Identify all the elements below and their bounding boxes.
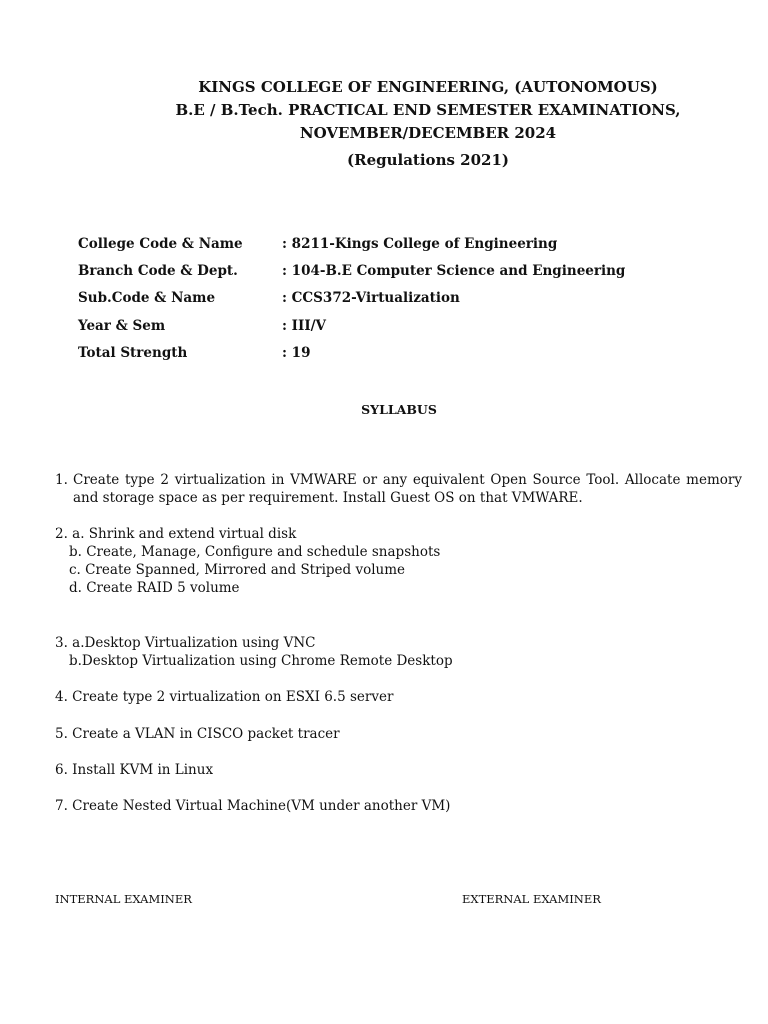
syllabus-heading: SYLLABUS [361, 402, 437, 417]
experiment-item-2 [55, 525, 742, 598]
detail-row-college [78, 234, 625, 261]
detail-label: Total Strength [78, 344, 188, 361]
external-examiner-label: EXTERNAL EXAMINER [462, 892, 601, 906]
detail-value: : 104-B.E Computer Science and Engineering [282, 263, 626, 280]
experiment-number: 1. [55, 472, 68, 488]
detail-value: : 8211-Kings College of Engineering [282, 236, 558, 252]
experiment-subitem: b.Desktop Virtualization using Chrome Remote Desktop [69, 653, 453, 670]
experiment-subitem: c. Create Spanned, Mirrored and Striped volume [69, 562, 406, 579]
detail-label: College Code & Name [78, 236, 243, 252]
detail-value: : III/V [282, 317, 327, 334]
internal-examiner-label: INTERNAL EXAMINER [55, 892, 192, 906]
detail-label: Year & Sem [78, 317, 166, 334]
detail-row-subject [78, 288, 625, 315]
document-header [0, 76, 768, 172]
experiment-item-1 [55, 471, 742, 508]
experiment-subitem: d. Create RAID 5 volume [69, 580, 240, 597]
experiment-subitem: b. Create, Manage, Configure and schedule snapshots [69, 543, 441, 560]
exam-title: B.E / B.Tech. PRACTICAL END SEMESTER EXAMINATIONS, [175, 101, 681, 119]
experiment-item-4: 4. Create type 2 virtualization on ESXI 6.5 server [55, 689, 394, 706]
experiment-subitem: 3. a.Desktop Virtualization using VNC [55, 634, 316, 651]
experiment-item-5: 5. Create a VLAN in CISCO packet tracer [55, 725, 340, 742]
experiment-list [55, 471, 742, 816]
exam-session: NOVEMBER/DECEMBER 2024 [299, 124, 557, 142]
detail-value: : 19 [282, 344, 311, 361]
college-title: KINGS COLLEGE OF ENGINEERING, (AUTONOMOUS) [198, 78, 658, 96]
experiment-item-3 [55, 634, 742, 671]
experiment-subitem: 2. a. Shrink and extend virtual disk [55, 525, 297, 542]
detail-value: : CCS372-Virtualization [282, 290, 460, 307]
detail-row-strength [78, 343, 625, 370]
detail-label: Sub.Code & Name [78, 290, 216, 307]
detail-label: Branch Code & Dept. [78, 263, 238, 280]
experiment-item-7: 7. Create Nested Virtual Machine(VM under another VM) [55, 798, 451, 815]
experiment-item-6: 6. Install KVM in Linux [55, 761, 214, 778]
detail-row-branch [78, 261, 625, 288]
exam-details-table [78, 234, 625, 370]
detail-row-year-sem [78, 316, 625, 343]
experiment-text: Create type 2 virtualization in VMWARE or any equivalent Open Source Tool. Allocate memory and storage space as per requirement. Install Guest OS on that VMWARE. [73, 472, 742, 507]
regulations: (Regulations 2021) [347, 151, 509, 169]
